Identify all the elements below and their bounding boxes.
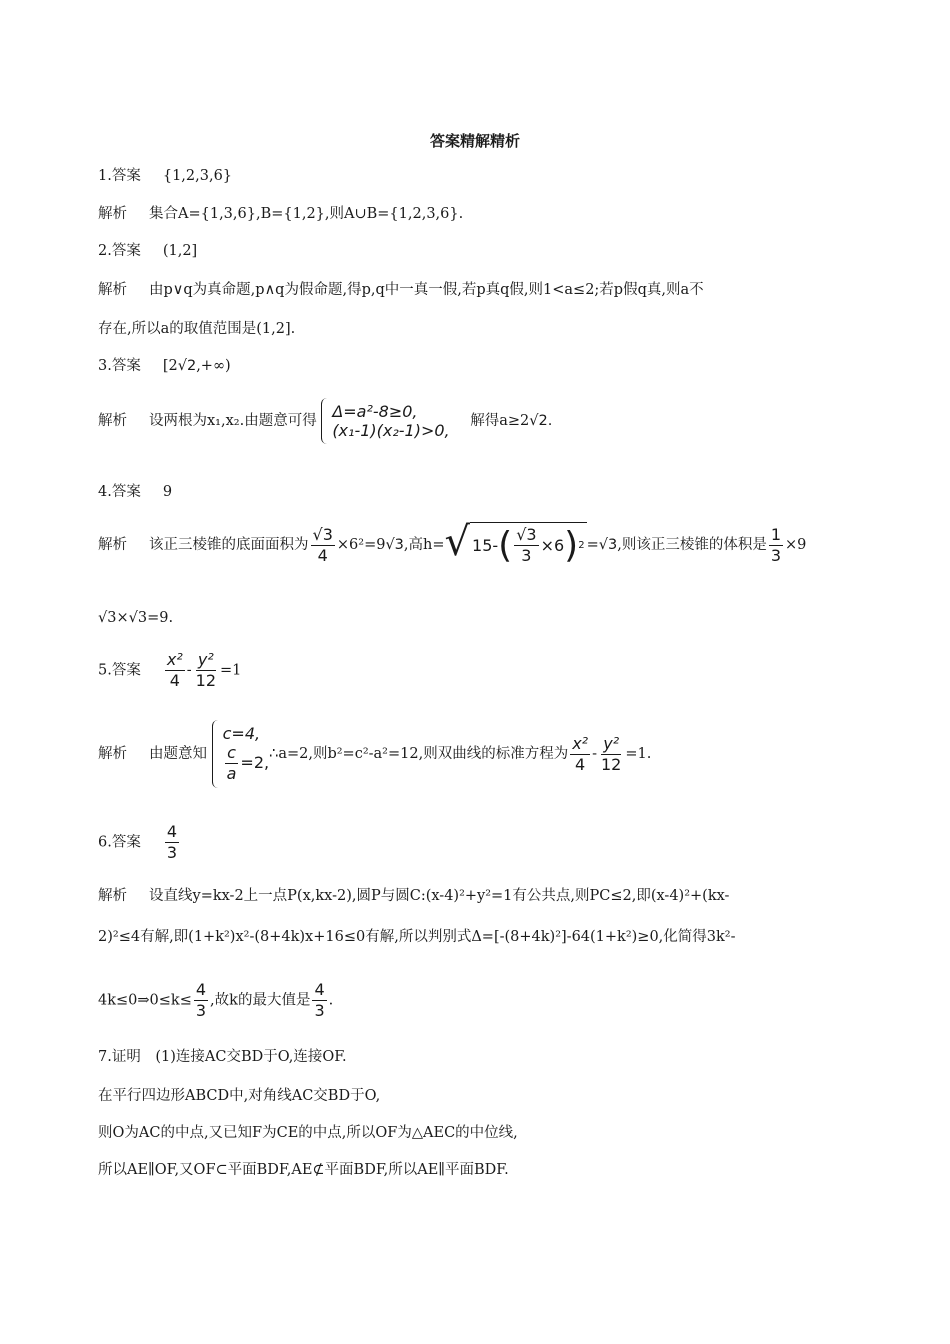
analysis-text: . (328, 992, 334, 1009)
fraction (599, 734, 623, 775)
answer-value: (1,2] (162, 243, 198, 259)
numerator: √3 (312, 524, 333, 544)
q3-analysis (98, 398, 552, 444)
analysis-text: =1. (625, 746, 652, 762)
denominator: 4 (169, 671, 180, 690)
denominator: 3 (195, 1001, 207, 1020)
analysis-text: 由p∨q为真命题,p∧q为假命题,得p,q中一真一假,若p真q假,则1<a≤2;若p假q真,则a不 (149, 282, 704, 298)
system-row (223, 743, 269, 784)
fraction (514, 525, 538, 566)
fraction (165, 650, 185, 691)
analysis-text: 该正三棱锥的底面面积为 (149, 537, 309, 553)
analysis-text: ×9 (785, 537, 807, 553)
analysis-label: 解析 (98, 282, 127, 298)
radical: √2 (177, 358, 197, 374)
analysis-label: 解析 (98, 888, 127, 904)
brace (212, 720, 219, 788)
q7-line2: 在平行四边形ABCD中,对角线AC交BD于O, (98, 1088, 381, 1104)
radical: √3 (598, 537, 618, 553)
radicand-text: 15- (472, 535, 499, 555)
numerator: c (227, 743, 236, 763)
operator: - (592, 746, 597, 762)
radicand (470, 522, 587, 568)
q3-answer (98, 358, 231, 375)
analysis-text: ,故k的最大值是 (210, 992, 311, 1009)
analysis-text: 设直线y=kx-2上一点P(x,kx-2),圆P与圆C:(x-4)²+y²=1有公共点,则PC≤2,即(x-4)²+(kx- (149, 888, 730, 904)
analysis-label: 解析 (98, 746, 127, 762)
numerator: y² (197, 650, 214, 669)
left-paren: ( (498, 524, 513, 566)
analysis-text: 由题意知 (149, 746, 207, 762)
q6-analysis-line2: 2)²≤4有解,即(1+k²)x²-(8+4k)x+16≤0有解,所以判别式Δ=[-(8+4k)²]-64(1+k²)≥0,化简得3k²- (98, 929, 736, 945)
system-row: Δ=a²-8≥0, (332, 401, 418, 421)
radical: √2. (529, 413, 553, 429)
q2-analysis-line1 (98, 282, 704, 299)
answer-label: 5.答案 (98, 662, 141, 679)
q6-analysis-line1 (98, 888, 729, 905)
q5-analysis (98, 720, 651, 788)
q1-answer (98, 168, 232, 185)
analysis-text: ,高h= (403, 537, 445, 553)
radical: √3 (385, 537, 404, 553)
denominator: 12 (195, 671, 216, 690)
answer-value: 9 (162, 484, 173, 500)
answer-label: 3.答案 (98, 358, 141, 374)
analysis-text: 集合A={1,3,6},B={1,2},则A∪B={1,2,3,6}. (149, 206, 464, 222)
fraction (311, 525, 335, 566)
q6-answer (98, 822, 181, 863)
q6-analysis-line3 (98, 980, 333, 1021)
system-row: (x₁-1)(x₂-1)>0, (332, 421, 450, 440)
answer-label: 1.答案 (98, 168, 141, 184)
answer-label: 2.答案 (98, 243, 141, 259)
analysis-text: 设两根为x₁,x₂.由题意可得 (149, 413, 317, 429)
denominator: 4 (575, 754, 586, 774)
numerator: x² (572, 733, 589, 753)
answer-value: {1,2,3,6} (162, 168, 233, 184)
page-title: 答案精解精析 (429, 132, 520, 150)
analysis-conclusion: 解得a≥2 (470, 413, 530, 429)
q1-analysis (98, 206, 463, 223)
numerator: y² (603, 733, 620, 753)
denominator: a (226, 764, 237, 784)
analysis-text: = (586, 537, 599, 553)
fraction (194, 980, 208, 1021)
analysis-label: 解析 (98, 413, 127, 429)
radicand-text: ×6 (540, 535, 565, 555)
equation-system (321, 398, 449, 444)
q5-answer (98, 650, 241, 691)
radical-sign: √ (444, 519, 471, 565)
analysis-text: 4k≤0⇒0≤k≤ (98, 992, 192, 1009)
denominator: 3 (521, 546, 532, 565)
square-root (444, 519, 587, 568)
fraction (165, 822, 179, 863)
q2-answer (98, 243, 197, 260)
equation-system (212, 720, 269, 788)
analysis-text: ×6²=9 (336, 537, 386, 553)
system-row-text: =2, (240, 753, 270, 773)
denominator: 12 (601, 754, 622, 774)
answer-suffix: ,+∞) (196, 358, 231, 374)
q4-answer (98, 484, 172, 501)
denominator: 3 (770, 545, 782, 565)
system-row: c=4, (222, 723, 261, 743)
fraction (769, 525, 783, 566)
analysis-text: ∴a=2,则b²=c²-a²=12,则双曲线的标准方程为 (269, 746, 569, 762)
analysis-label: 解析 (98, 206, 127, 222)
numerator: 4 (195, 980, 207, 999)
fraction (225, 743, 239, 784)
q4-analysis-line2: √3×√3=9. (98, 610, 174, 626)
fraction (570, 734, 590, 775)
denominator: 3 (314, 1001, 325, 1020)
exponent: 2 (578, 539, 585, 551)
q4-analysis (98, 519, 807, 568)
answer-label: 4.答案 (98, 484, 141, 500)
q7-line4: 所以AE∥OF,又OF⊂平面BDF,AE⊄平面BDF,所以AE∥平面BDF. (98, 1162, 509, 1178)
analysis-text: ,则该正三棱锥的体积是 (617, 537, 767, 553)
numerator: 4 (314, 980, 325, 999)
denominator: 4 (317, 545, 328, 565)
answer-prefix: [2 (162, 358, 178, 374)
q7-line1: 7.证明 (1)连接AC交BD于O,连接OF. (98, 1049, 347, 1065)
operator: - (186, 662, 192, 679)
q2-analysis-line2: 存在,所以a的取值范围是(1,2]. (98, 321, 296, 337)
equals-text: =1 (220, 662, 242, 679)
numerator: 4 (166, 822, 178, 841)
fraction (194, 650, 218, 691)
right-paren: ) (564, 524, 579, 566)
fraction (312, 980, 326, 1021)
system-rows (332, 402, 449, 440)
answer-label: 6.答案 (98, 834, 141, 851)
numerator: √3 (516, 525, 537, 544)
q7-line3: 则O为AC的中点,又已知F为CE的中点,所以OF为△AEC的中位线, (98, 1125, 518, 1141)
numerator: 1 (770, 524, 782, 544)
brace (321, 398, 328, 444)
system-rows (223, 724, 269, 784)
denominator: 3 (166, 843, 178, 862)
analysis-label: 解析 (98, 537, 127, 553)
numerator: x² (166, 650, 183, 669)
